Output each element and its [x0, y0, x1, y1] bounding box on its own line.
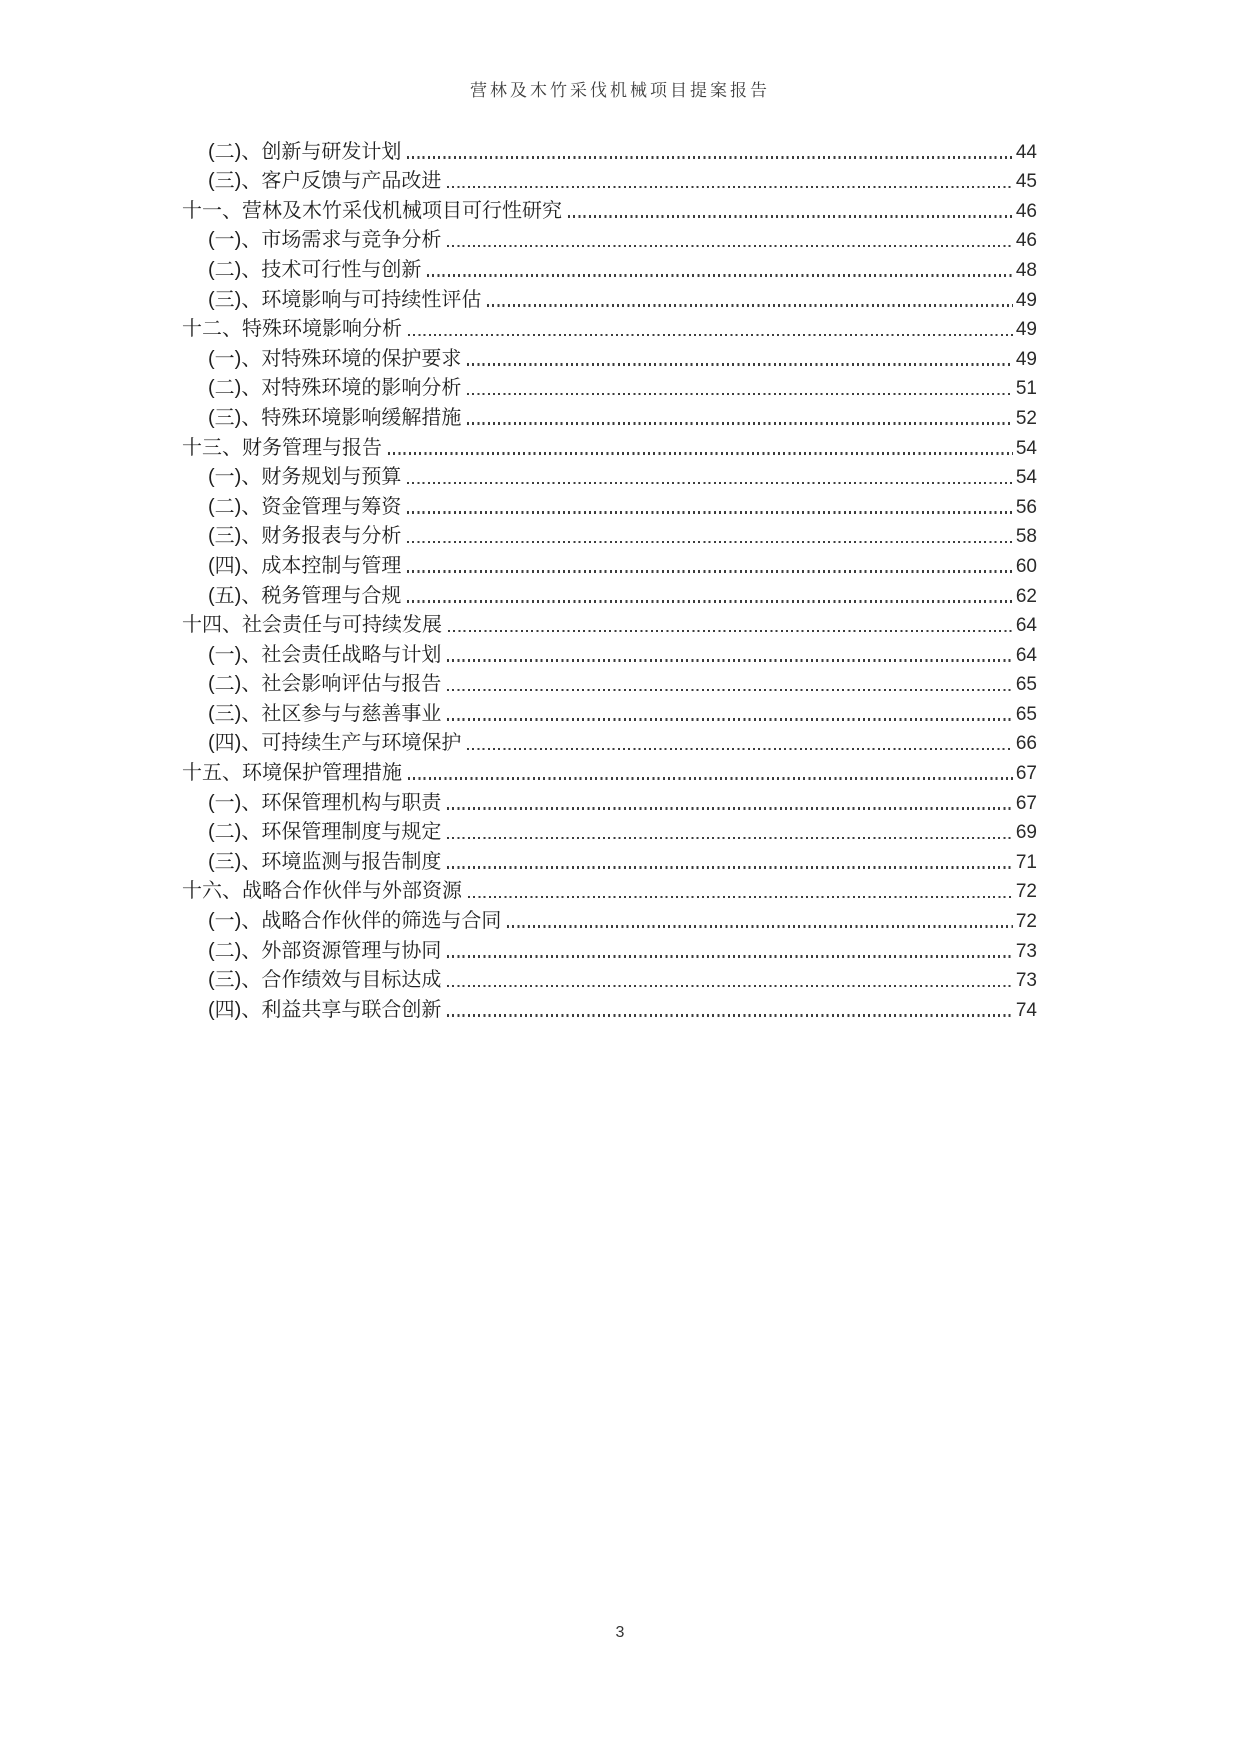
toc-entry[interactable] [182, 874, 1037, 904]
toc-entry-page: 49 [1015, 289, 1037, 311]
toc-dot-leader [407, 600, 1013, 603]
toc-list [182, 134, 1037, 1022]
toc-entry-title: 十三、财务管理与报告 [182, 436, 382, 459]
toc-entry-page: 44 [1015, 141, 1037, 163]
toc-entry[interactable] [182, 164, 1037, 194]
toc-entry-page: 72 [1015, 911, 1037, 933]
toc-entry-page: 49 [1015, 348, 1037, 370]
toc-dot-leader [388, 452, 1013, 455]
toc-dot-leader [487, 304, 1013, 307]
toc-dot-leader [408, 777, 1013, 780]
toc-entry[interactable] [182, 489, 1037, 519]
toc-entry-page: 54 [1015, 437, 1037, 459]
toc-entry-title: (三)、环境影响与可持续性评估 [208, 288, 482, 311]
toc-entry-page: 73 [1015, 940, 1037, 962]
toc-entry[interactable] [182, 992, 1037, 1022]
toc-entry[interactable] [182, 519, 1037, 549]
toc-entry-page: 46 [1015, 200, 1037, 222]
toc-dot-leader [447, 659, 1013, 662]
toc-dot-leader [407, 570, 1013, 573]
toc-entry[interactable] [182, 371, 1037, 401]
toc-entry-page: 67 [1015, 792, 1037, 814]
toc-entry[interactable] [182, 252, 1037, 282]
toc-dot-leader [448, 630, 1013, 633]
toc-entry[interactable] [182, 341, 1037, 371]
toc-dot-leader [447, 866, 1013, 869]
toc-entry[interactable] [182, 460, 1037, 490]
toc-entry-title: (三)、特殊环境影响缓解措施 [208, 406, 462, 429]
toc-entry-page: 52 [1015, 407, 1037, 429]
toc-entry-page: 71 [1015, 851, 1037, 873]
toc-entry-page: 60 [1015, 555, 1037, 577]
toc-entry-title: (二)、环保管理制度与规定 [208, 821, 442, 844]
toc-entry-page: 46 [1015, 230, 1037, 252]
toc-entry-title: (四)、利益共享与联合创新 [208, 998, 442, 1021]
document-header-title: 营林及木竹采伐机械项目提案报告 [470, 81, 770, 100]
toc-entry-title: (一)、对特殊环境的保护要求 [208, 347, 462, 370]
toc-dot-leader [467, 422, 1013, 425]
toc-entry[interactable] [182, 903, 1037, 933]
toc-entry-page: 56 [1015, 496, 1037, 518]
toc-entry-page: 45 [1015, 171, 1037, 193]
toc-dot-leader [447, 718, 1013, 721]
toc-entry-page: 69 [1015, 822, 1037, 844]
toc-entry-page: 64 [1015, 615, 1037, 637]
page-number-footer: 3 [615, 1624, 625, 1641]
toc-entry-title: (二)、对特殊环境的影响分析 [208, 377, 462, 400]
toc-dot-leader [447, 807, 1013, 810]
toc-entry-page: 67 [1015, 763, 1037, 785]
toc-entry-title: 十五、环境保护管理措施 [182, 762, 402, 785]
toc-dot-leader [467, 393, 1013, 396]
toc-dot-leader [407, 541, 1013, 544]
toc-entry-title: 十四、社会责任与可持续发展 [182, 614, 442, 637]
toc-entry-title: (一)、市场需求与竞争分析 [208, 229, 442, 252]
toc-entry-title: (一)、社会责任战略与计划 [208, 643, 442, 666]
toc-entry-page: 73 [1015, 970, 1037, 992]
toc-dot-leader [447, 837, 1013, 840]
toc-entry-title: (一)、环保管理机构与职责 [208, 791, 442, 814]
toc-entry[interactable] [182, 726, 1037, 756]
toc-entry-title: (二)、技术可行性与创新 [208, 258, 422, 281]
toc-dot-leader [468, 896, 1013, 899]
toc-entry-title: (一)、战略合作伙伴的筛选与合同 [208, 910, 502, 933]
toc-entry-page: 48 [1015, 259, 1037, 281]
toc-entry-page: 62 [1015, 585, 1037, 607]
toc-entry[interactable] [182, 963, 1037, 993]
toc-entry-page: 65 [1015, 703, 1037, 725]
toc-dot-leader [407, 156, 1013, 159]
toc-dot-leader [408, 334, 1013, 337]
toc-dot-leader [407, 511, 1013, 514]
toc-entry-page: 65 [1015, 674, 1037, 696]
toc-entry[interactable] [182, 223, 1037, 253]
toc-entry[interactable] [182, 785, 1037, 815]
toc-entry-title: (一)、财务规划与预算 [208, 466, 402, 489]
toc-entry[interactable] [182, 134, 1037, 164]
toc-entry-title: (二)、资金管理与筹资 [208, 495, 402, 518]
toc-entry[interactable] [182, 933, 1037, 963]
toc-entry[interactable] [182, 696, 1037, 726]
toc-entry-title: (三)、合作绩效与目标达成 [208, 969, 442, 992]
toc-entry-page: 74 [1015, 999, 1037, 1021]
toc-entry-page: 58 [1015, 526, 1037, 548]
toc-dot-leader [447, 1014, 1013, 1017]
toc-dot-leader [447, 186, 1013, 189]
toc-dot-leader [447, 955, 1013, 958]
toc-entry-page: 49 [1015, 319, 1037, 341]
toc-entry[interactable] [182, 578, 1037, 608]
toc-entry-title: (二)、外部资源管理与协同 [208, 939, 442, 962]
toc-entry-title: (三)、财务报表与分析 [208, 525, 402, 548]
toc-dot-leader [467, 748, 1013, 751]
toc-entry[interactable] [182, 844, 1037, 874]
toc-dot-leader [507, 925, 1013, 928]
toc-entry[interactable] [182, 815, 1037, 845]
toc-entry[interactable] [182, 755, 1037, 785]
toc-entry[interactable] [182, 430, 1037, 460]
toc-dot-leader [447, 245, 1013, 248]
toc-entry-page: 51 [1015, 378, 1037, 400]
toc-entry[interactable] [182, 608, 1037, 638]
toc-entry[interactable] [182, 193, 1037, 223]
toc-entry-title: (四)、成本控制与管理 [208, 554, 402, 577]
toc-entry-page: 72 [1015, 881, 1037, 903]
toc-dot-leader [467, 363, 1013, 366]
toc-dot-leader [568, 215, 1013, 218]
toc-entry-page: 54 [1015, 467, 1037, 489]
toc-entry-title: (二)、社会影响评估与报告 [208, 673, 442, 696]
toc-dot-leader [427, 274, 1013, 277]
toc-entry[interactable] [182, 637, 1037, 667]
toc-entry[interactable] [182, 667, 1037, 697]
toc-entry[interactable] [182, 548, 1037, 578]
toc-dot-leader [447, 689, 1013, 692]
toc-entry-title: 十六、战略合作伙伴与外部资源 [182, 880, 462, 903]
toc-entry-title: (四)、可持续生产与环境保护 [208, 732, 462, 755]
toc-entry-title: (三)、环境监测与报告制度 [208, 850, 442, 873]
toc-entry[interactable] [182, 312, 1037, 342]
toc-dot-leader [407, 482, 1013, 485]
toc-entry-page: 66 [1015, 733, 1037, 755]
toc-entry-title: (三)、客户反馈与产品改进 [208, 170, 442, 193]
toc-entry-page: 64 [1015, 644, 1037, 666]
toc-dot-leader [447, 985, 1013, 988]
toc-entry-title: (二)、创新与研发计划 [208, 140, 402, 163]
toc-entry[interactable] [182, 282, 1037, 312]
toc-entry-title: (三)、社区参与与慈善事业 [208, 702, 442, 725]
toc-entry-title: 十二、特殊环境影响分析 [182, 318, 402, 341]
toc-entry[interactable] [182, 400, 1037, 430]
toc-entry-title: (五)、税务管理与合规 [208, 584, 402, 607]
toc-entry-title: 十一、营林及木竹采伐机械项目可行性研究 [182, 199, 562, 222]
